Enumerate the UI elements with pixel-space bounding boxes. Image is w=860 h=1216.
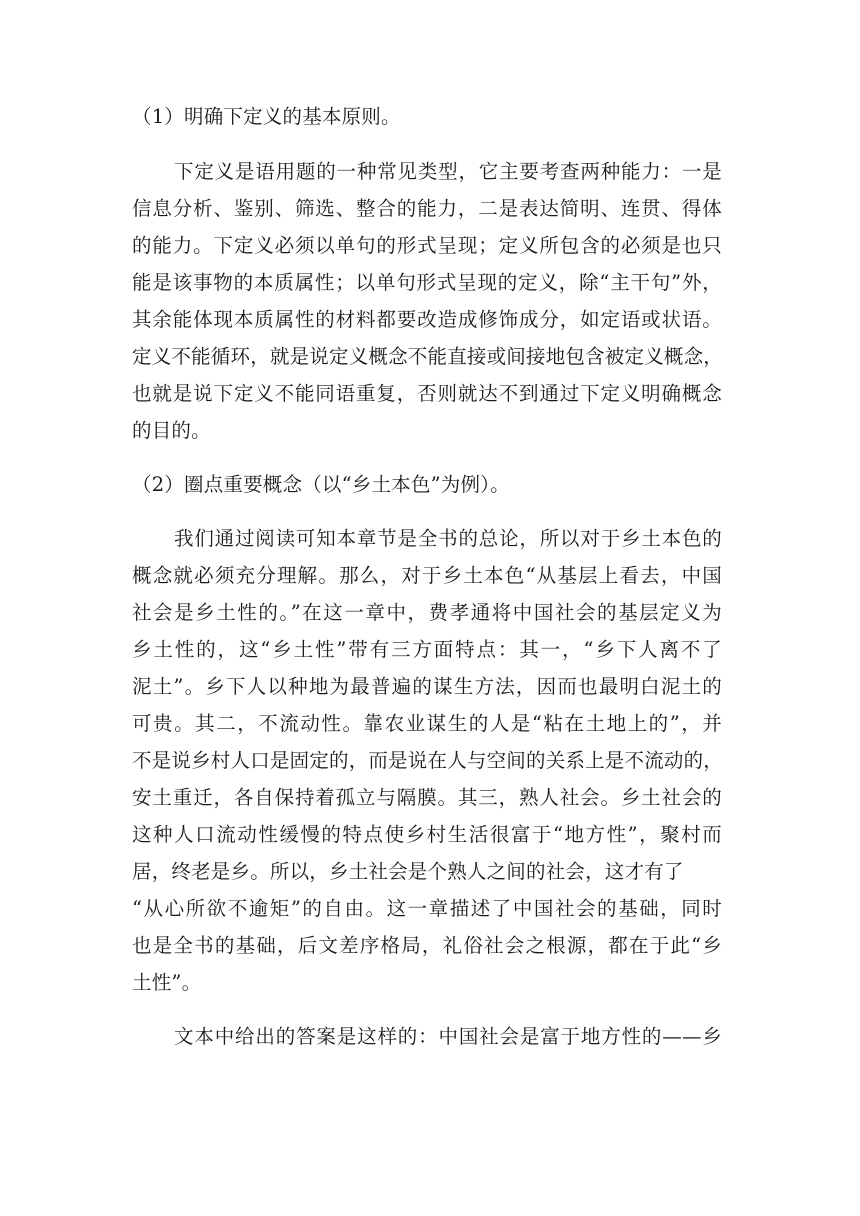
paragraph-line: “从心所欲不逾矩”的自由。这一章描述了中国社会的基础，同时 (132, 897, 722, 920)
paragraph-line: 文本中给出的答案是这样的：中国社会是富于地方性的——乡 (174, 1025, 722, 1048)
paragraph-line: 居，终老是乡。所以，乡土社会是个熟人之间的社会，这才有了 (132, 860, 684, 883)
paragraph-line: 社会是乡土性的。”在这一章中，费孝通将中国社会的基层定义为 (132, 601, 722, 624)
paragraph-line: 也就是说下定义不能同语重复，否则就达不到通过下定义明确概念 (132, 382, 722, 405)
paragraph-line: 的目的。 (132, 419, 211, 442)
paragraph-line: 泥土”。乡下人以种地为最普遍的谋生方法，因而也最明白泥土的 (132, 675, 722, 698)
paragraph-line: 我们通过阅读可知本章节是全书的总论，所以对于乡土本色的 (174, 527, 722, 550)
paragraph-line: 土性”。 (132, 971, 202, 994)
paragraph-line: 也是全书的基础，后文差序格局，礼俗社会之根源，都在于此“乡 (132, 934, 722, 957)
paragraph-line: 不是说乡村人口是固定的，而是说在人与空间的关系上是不流动的， (132, 749, 724, 772)
paragraph-line: 这种人口流动性缓慢的特点使乡村生活很富于“地方性”，聚村而 (132, 823, 722, 846)
paragraph-line: 乡土性的，这“乡土性”带有三方面特点：其一，“乡下人离不了 (132, 638, 722, 661)
paragraph-line: 能是该事物的本质属性；以单句形式呈现的定义，除“主干句”外， (132, 271, 722, 294)
paragraph-line: 可贵。其二，不流动性。靠农业谋生的人是“粘在土地上的”，并 (132, 712, 722, 735)
paragraph-line: 其余能体现本质属性的材料都要改造成修饰成分，如定语或状语。 (132, 308, 722, 331)
paragraph-line: 的能力。下定义必须以单句的形式呈现；定义所包含的必须是也只 (132, 234, 722, 257)
paragraph-line: 下定义是语用题的一种常见类型，它主要考查两种能力：一是 (174, 160, 722, 183)
paragraph-line: 定义不能循环，就是说定义概念不能直接或间接地包含被定义概念， (132, 345, 724, 368)
section-heading-2: （2）圈点重要概念（以“乡土本色”为例）。 (132, 473, 510, 496)
section-heading-1: （1）明确下定义的基本原则。 (132, 105, 401, 128)
paragraph-line: 信息分析、鉴别、筛选、整合的能力，二是表达简明、连贯、得体 (132, 197, 722, 220)
paragraph-line: 概念就必须充分理解。那么，对于乡土本色“从基层上看去，中国 (132, 564, 722, 587)
paragraph-line: 安土重迁，各自保持着孤立与隔膜。其三，熟人社会。乡土社会的 (132, 786, 722, 809)
